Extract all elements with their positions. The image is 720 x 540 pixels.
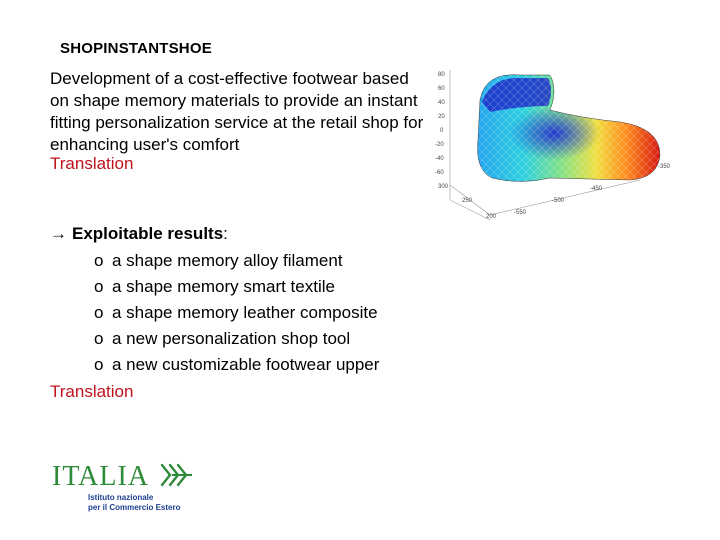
logo-subtitle-line: per il Commercio Estero [88, 503, 181, 512]
logo-subtitle-line: Istituto nazionale [88, 493, 154, 502]
description-line: on shape memory materials to provide an instant [50, 91, 418, 110]
list-item [94, 250, 379, 276]
y-tick: -550 [514, 210, 527, 216]
bullet-icon: o [94, 251, 104, 270]
bullet-icon: o [94, 277, 104, 296]
z-tick: 0 [440, 128, 444, 134]
list-item [94, 276, 379, 302]
z-tick: 80 [438, 72, 445, 78]
list-item [94, 354, 379, 380]
bullet-icon: o [94, 303, 104, 322]
shoe-3d-plot [430, 60, 680, 235]
right-tick: -350 [658, 164, 671, 170]
list-item [94, 302, 379, 328]
ice-italia-logo [40, 455, 200, 525]
list-item-text: a shape memory leather composite [112, 303, 378, 322]
y-tick: -450 [590, 186, 603, 192]
z-tick: -20 [435, 142, 444, 148]
y-tick: -500 [552, 198, 565, 204]
description-line: fitting personalization service at the retail shop for [50, 113, 424, 132]
description-line: enhancing user's comfort [50, 135, 240, 154]
results-heading-colon: : [223, 224, 228, 243]
results-heading-label: Exploitable results [72, 224, 224, 243]
logo-wordmark: ITALIA [52, 461, 150, 492]
description-line: Development of a cost-effective footwear based [50, 69, 409, 88]
x-tick: 250 [462, 198, 473, 204]
x-tick: 300 [438, 184, 449, 190]
translation-link-1[interactable]: Translation [50, 154, 134, 173]
list-item-text: a shape memory smart textile [112, 277, 335, 296]
list-item-text: a shape memory alloy filament [112, 251, 343, 270]
translation-link-2[interactable]: Translation [50, 382, 134, 401]
project-description [50, 68, 460, 156]
logo-chevrons-icon [158, 461, 194, 489]
z-tick: -60 [435, 170, 444, 176]
x-tick: 200 [486, 214, 497, 220]
bullet-icon: o [94, 329, 104, 348]
z-tick: -40 [435, 156, 444, 162]
z-tick: 60 [438, 86, 445, 92]
z-tick: 40 [438, 100, 445, 106]
list-item-text: a new customizable footwear upper [112, 355, 380, 374]
z-tick: 20 [438, 114, 445, 120]
bullet-icon: o [94, 355, 104, 374]
exploitable-results-heading [50, 224, 228, 244]
list-item [94, 328, 379, 354]
logo-subtitle [88, 493, 180, 513]
list-item-text: a new personalization shop tool [112, 329, 351, 348]
arrow-right-icon: → [50, 224, 67, 243]
results-list [94, 250, 379, 380]
slide-title: SHOPINSTANTSHOE [60, 40, 212, 57]
